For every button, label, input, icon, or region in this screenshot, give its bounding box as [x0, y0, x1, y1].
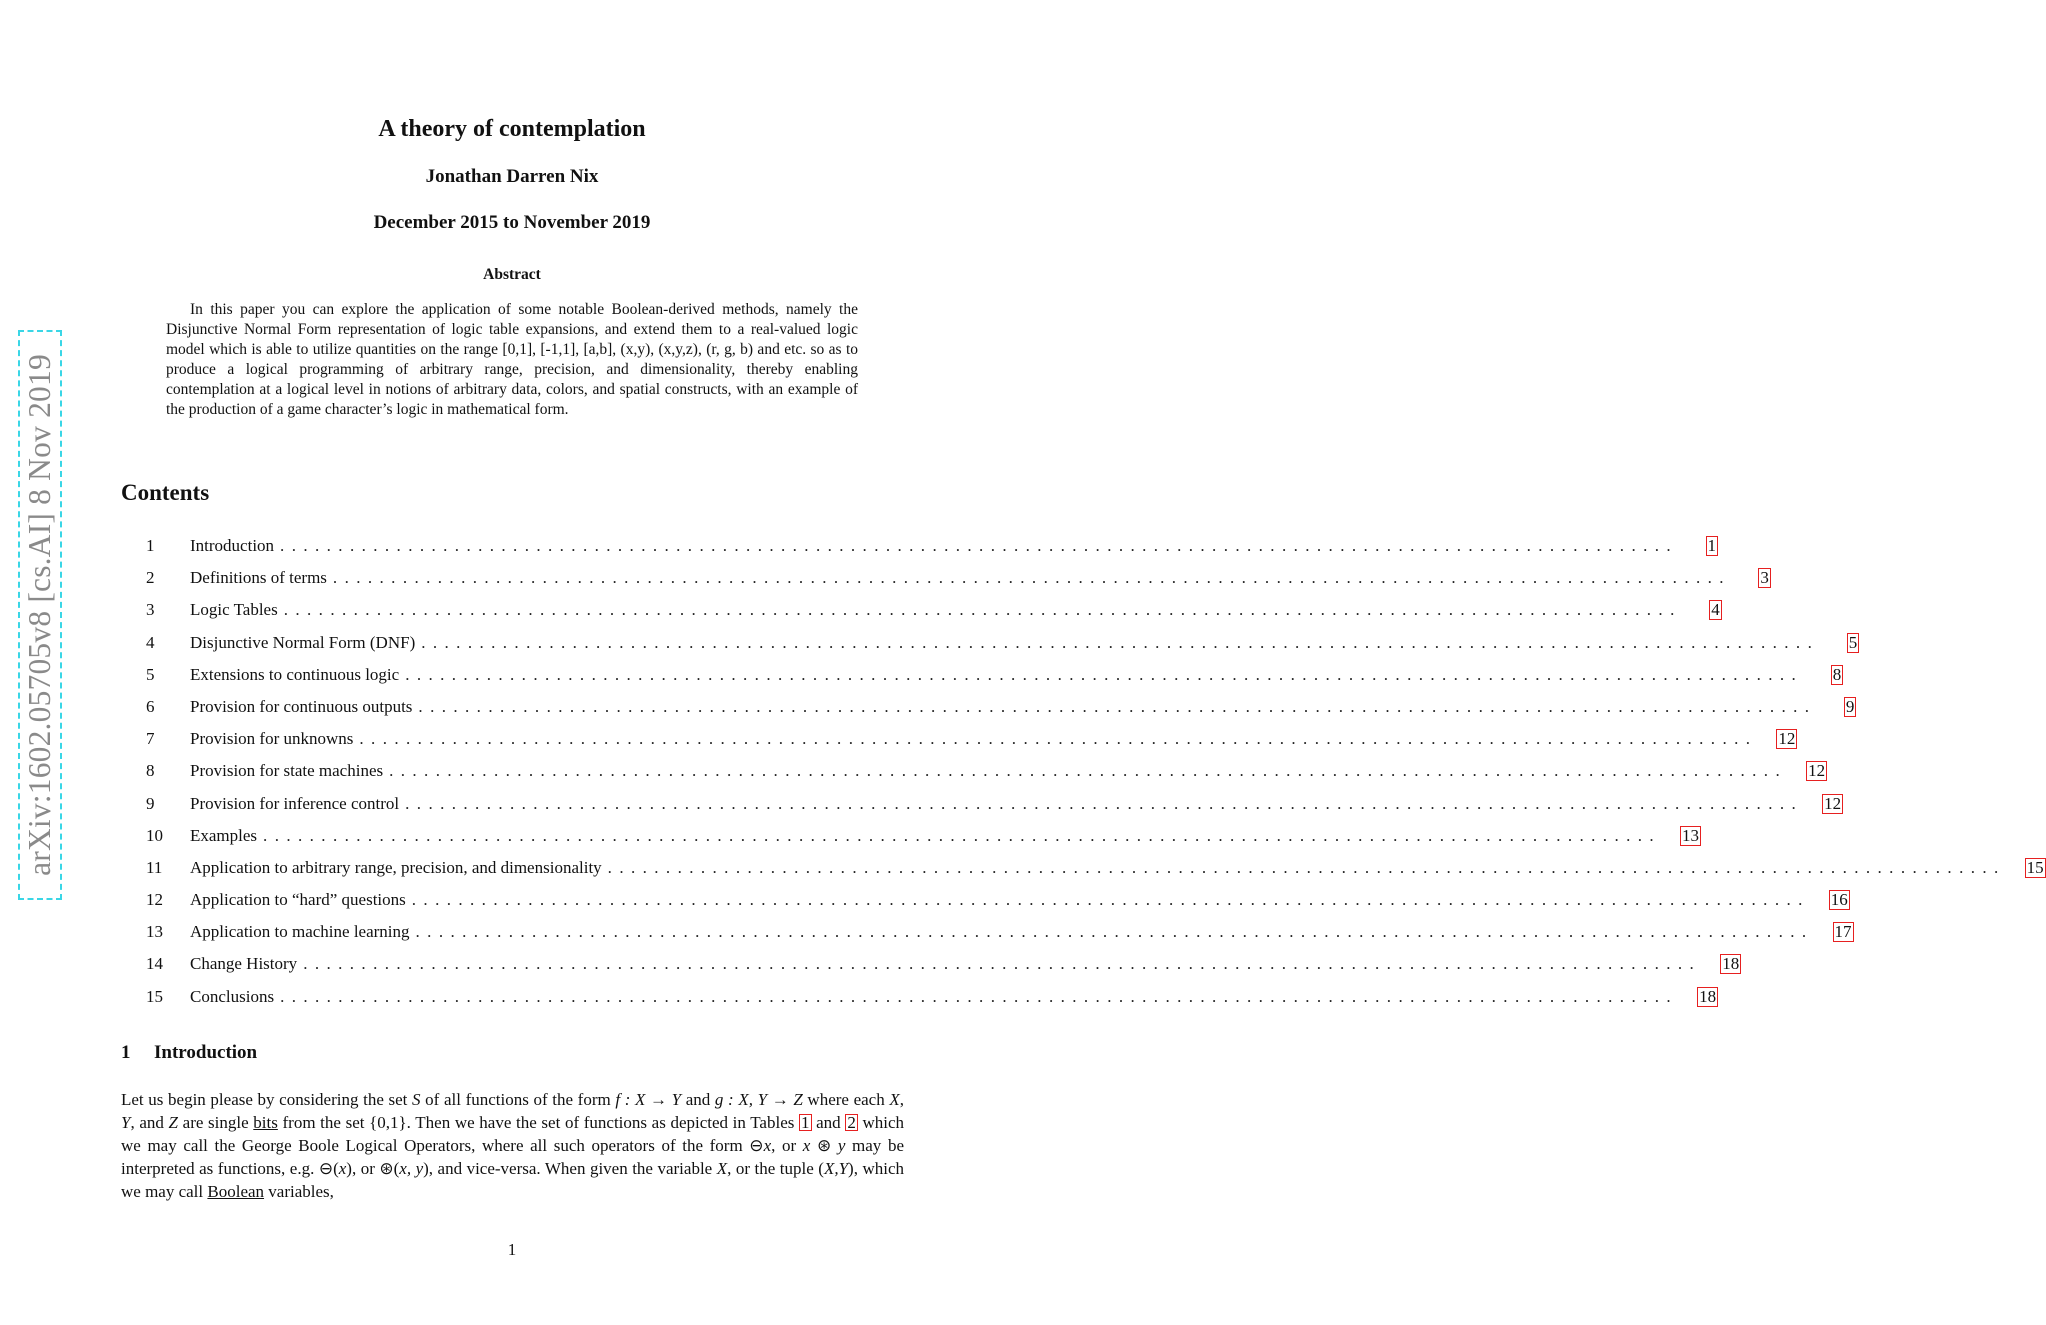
- toc-entry-title[interactable]: Provision for continuous outputs: [190, 696, 413, 716]
- toc-leader-dots: ........................................................................................................................: [405, 793, 1804, 813]
- toc-entry-number: 8: [146, 761, 155, 781]
- toc-entry[interactable]: [146, 727, 1796, 759]
- toc-entry-page: [2006, 856, 2046, 880]
- toc-entry-number: 14: [146, 954, 163, 974]
- abstract-heading: Abstract: [483, 266, 541, 283]
- toc-entry[interactable]: [146, 920, 1852, 952]
- toc-entry[interactable]: [146, 695, 1855, 727]
- toc-entry-page: [1678, 534, 1718, 558]
- table-ref-2-link[interactable]: 2: [847, 1113, 856, 1132]
- toc-entry-page: [1757, 727, 1797, 751]
- table-ref-1-link[interactable]: 1: [801, 1113, 810, 1132]
- toc-page-link[interactable]: 12: [1808, 761, 1826, 781]
- toc-page-link[interactable]: 5: [1848, 632, 1858, 652]
- toc-entry[interactable]: [146, 759, 1826, 791]
- toc-entry-page: [1819, 631, 1859, 655]
- toc-entry-page: [1682, 598, 1722, 622]
- toc-entry-title[interactable]: Application to arbitrary range, precision, and dimensionality: [190, 857, 602, 877]
- bits-term: bits: [253, 1113, 278, 1132]
- toc-entry-page: [1661, 824, 1701, 848]
- toc-entry-title[interactable]: Application to “hard” questions: [190, 890, 406, 910]
- toc-entry[interactable]: [146, 985, 1717, 1017]
- toc-entry-number: 9: [146, 793, 155, 813]
- toc-entry-page: [1701, 952, 1741, 976]
- toc-entry-number: 4: [146, 632, 155, 652]
- toc-entry-page: [1803, 663, 1843, 687]
- toc-leader-dots: ........................................................................................................................: [303, 954, 1702, 974]
- section-number: 1: [121, 1042, 131, 1063]
- toc-leader-dots: ........................................................................................................................: [421, 632, 1820, 652]
- toc-page-link[interactable]: 13: [1682, 825, 1700, 845]
- toc-entry-title[interactable]: Examples: [190, 825, 258, 845]
- toc-entry-number: 5: [146, 664, 155, 684]
- toc-entry-number: 12: [146, 890, 163, 910]
- toc-entry-title[interactable]: Disjunctive Normal Form (DNF): [190, 632, 416, 652]
- toc-page-link[interactable]: 16: [1830, 890, 1848, 910]
- abstract-text: In this paper you can explore the application of some notable Boolean-derived methods, namely the Disjunctive Normal Form representation of logic table expansions, and extend them to a real-valued logic model which is able to utilize quantities on the range [0,1], [-1,1], [a,b], (x,y), (x,y,z), (r, g, b) and etc. so as to produce a logical programming of arbitrary range, precision, and dimensionality, thereby enabling contemplation at a logical level in notions of arbitrary data, colors, and spatial constructs, with an example of the production of a game character’s logic in mathematical form.: [166, 301, 858, 418]
- introduction-paragraph: Let us begin please by considering the set S of all functions of the form f : X → Y and g : X, Y → Z where each X, Y, and Z are single bits from the set {0,1}. Then we have the set of functions as depicted in Tables 1 and 2 which we may call the George Boole Logical Operators, where all such operators of the form ⊖x, or x ⊛ y may be interpreted as functions, e.g. ⊖(x), or ⊛(x, y), and vice-versa. When given the variable X, or the tuple (X,Y), which we may call Boolean variables,: [121, 1090, 905, 1201]
- toc-entry-number: 3: [146, 600, 155, 620]
- toc-entry-page: [1810, 888, 1850, 912]
- toc-leader-dots: ........................................................................................................................: [280, 986, 1679, 1006]
- toc-entry-title[interactable]: Conclusions: [190, 986, 275, 1006]
- toc-page-link[interactable]: 18: [1722, 954, 1740, 974]
- toc-leader-dots: ........................................................................................................................: [607, 857, 2006, 877]
- toc-entry-page: [1787, 759, 1827, 783]
- toc-entry-number: 2: [146, 568, 155, 588]
- toc-leader-dots: ........................................................................................................................: [418, 696, 1817, 716]
- toc-entry[interactable]: [146, 663, 1842, 695]
- toc-entry-title[interactable]: Provision for state machines: [190, 761, 384, 781]
- toc-page-link[interactable]: 3: [1760, 568, 1769, 588]
- table-of-contents: [146, 534, 2044, 1017]
- toc-page-link[interactable]: 18: [1699, 986, 1717, 1006]
- toc-entry-title[interactable]: Provision for unknowns: [190, 729, 354, 749]
- paper-date: December 2015 to November 2019: [373, 212, 651, 233]
- toc-page-link[interactable]: 12: [1778, 729, 1796, 749]
- toc-entry-number: 11: [146, 857, 163, 877]
- toc-entry-number: 10: [146, 825, 163, 845]
- toc-entry[interactable]: [146, 792, 1842, 824]
- toc-page-link[interactable]: 12: [1824, 793, 1842, 813]
- page-number: 1: [507, 1240, 517, 1259]
- toc-entry-number: 15: [146, 986, 163, 1006]
- toc-leader-dots: ........................................................................................................................: [332, 568, 1731, 588]
- toc-entry[interactable]: [146, 598, 1720, 630]
- toc-entry-title[interactable]: Definitions of terms: [190, 568, 327, 588]
- toc-entry-page: [1678, 985, 1718, 1009]
- section-title: Introduction: [154, 1042, 258, 1063]
- toc-leader-dots: ........................................................................................................................: [405, 664, 1804, 684]
- toc-leader-dots: ........................................................................................................................: [263, 825, 1662, 845]
- toc-page-link[interactable]: 8: [1832, 664, 1842, 684]
- toc-entry-number: 7: [146, 729, 155, 749]
- toc-entry-title[interactable]: Provision for inference control: [190, 793, 400, 813]
- toc-entry-page: [1731, 566, 1771, 590]
- toc-entry-title[interactable]: Extensions to continuous logic: [190, 664, 400, 684]
- toc-entry-page: [1816, 695, 1856, 719]
- toc-leader-dots: ........................................................................................................................: [283, 600, 1682, 620]
- contents-heading: Contents: [121, 480, 210, 505]
- toc-entry[interactable]: [146, 824, 1700, 856]
- toc-leader-dots: ........................................................................................................................: [280, 536, 1679, 555]
- toc-entry-page: [1803, 792, 1843, 816]
- toc-entry-number: 1: [146, 536, 155, 555]
- toc-leader-dots: ........................................................................................................................: [411, 890, 1810, 910]
- toc-entry[interactable]: [146, 888, 1848, 920]
- toc-entry-number: 13: [146, 922, 163, 942]
- toc-leader-dots: ........................................................................................................................: [359, 729, 1758, 749]
- toc-page-link[interactable]: 9: [1845, 696, 1855, 716]
- toc-page-link[interactable]: 17: [1834, 922, 1852, 942]
- toc-entry-title[interactable]: Change History: [190, 954, 298, 974]
- section-heading: [121, 1042, 257, 1064]
- toc-entry[interactable]: [146, 952, 1740, 984]
- toc-page-link[interactable]: 1: [1707, 536, 1717, 555]
- toc-entry[interactable]: [146, 534, 1717, 566]
- toc-entry-title[interactable]: Application to machine learning: [190, 922, 410, 942]
- toc-leader-dots: ........................................................................................................................: [389, 761, 1788, 781]
- toc-entry-title[interactable]: Introduction: [190, 536, 275, 555]
- toc-entry[interactable]: [146, 566, 1769, 598]
- paper-title: A theory of contemplation: [378, 116, 646, 142]
- toc-page-link[interactable]: 15: [2026, 857, 2044, 877]
- toc-entry-title[interactable]: Logic Tables: [190, 600, 278, 620]
- boolean-term: Boolean: [207, 1182, 265, 1201]
- toc-entry[interactable]: [146, 856, 2044, 888]
- toc-entry-number: 6: [146, 696, 155, 716]
- toc-entry[interactable]: [146, 631, 1858, 663]
- toc-page-link[interactable]: 4: [1711, 600, 1720, 620]
- toc-leader-dots: ........................................................................................................................: [415, 922, 1814, 942]
- toc-entry-page: [1814, 920, 1854, 944]
- paper-author: Jonathan Darren Nix: [425, 166, 599, 187]
- arxiv-stamp[interactable]: arXiv:1602.05705v8 [cs.AI] 8 Nov 2019: [22, 354, 57, 876]
